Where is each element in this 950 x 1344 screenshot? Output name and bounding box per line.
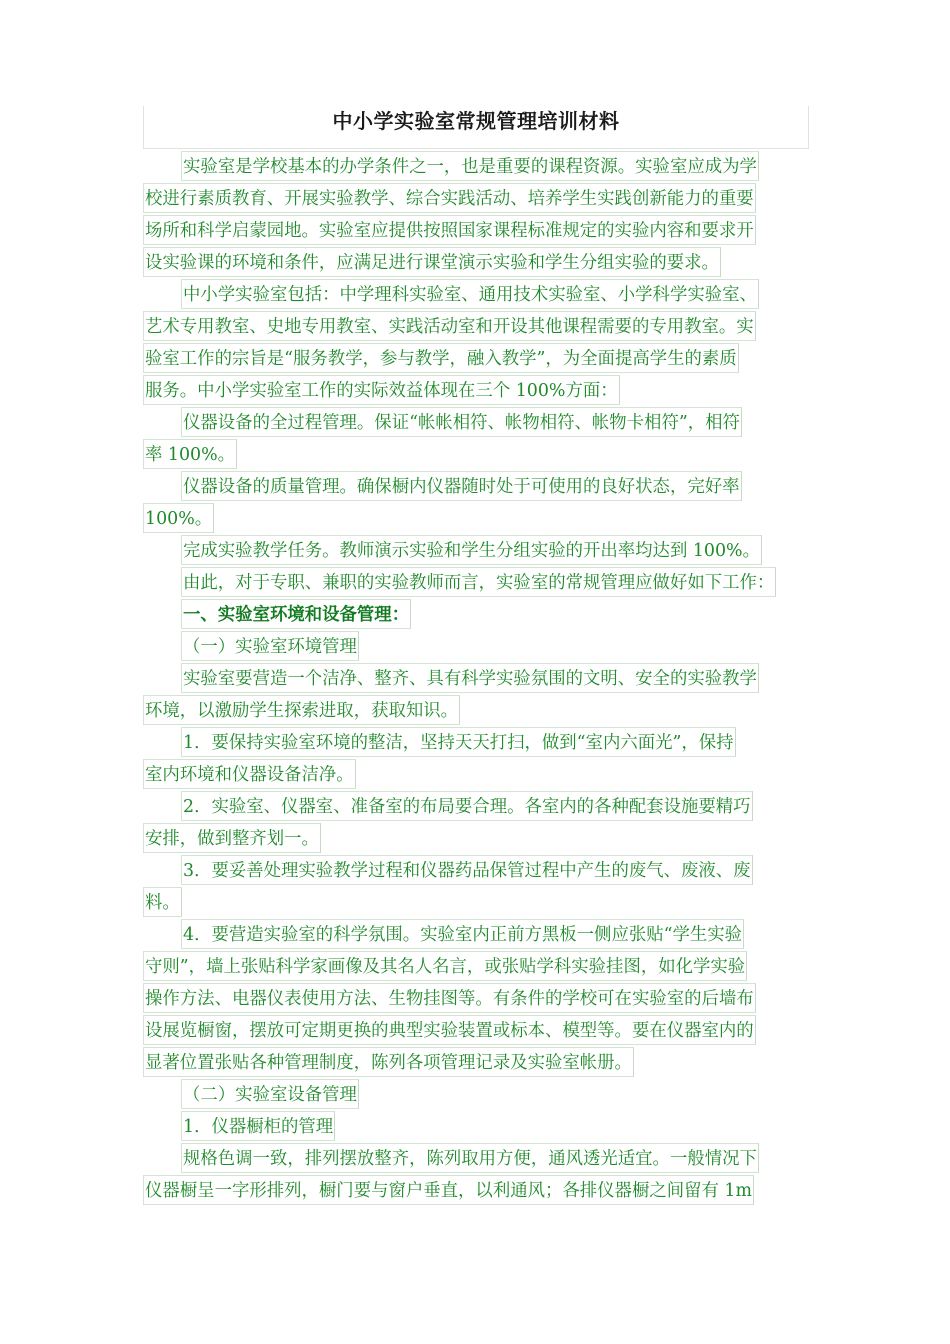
text-segment: 实验室是学校基本的办学条件之一，也是重要的课程资源。实验室应成为学 [181, 151, 759, 181]
text-line [143, 822, 823, 854]
text-segment: 1．仪器橱柜的管理 [181, 1111, 335, 1141]
text-line [143, 726, 823, 758]
text-segment: 100%。 [143, 503, 214, 533]
text-line [143, 950, 823, 982]
text-line [143, 854, 823, 886]
text-line [143, 694, 823, 726]
text-segment: 室内环境和仪器设备洁净。 [143, 759, 356, 789]
text-line [143, 438, 823, 470]
text-segment: 规格色调一致，排列摆放整齐，陈列取用方便，通风透光适宜。一般情况下 [181, 1143, 759, 1173]
text-segment: 艺术专用教室、史地专用教室、实践活动室和开设其他课程需要的专用教室。实 [143, 311, 756, 341]
text-line [143, 246, 823, 278]
text-line [143, 502, 823, 534]
text-line [143, 982, 823, 1014]
text-segment: 仪器橱呈一字形排列，橱门要与窗户垂直，以利通风；各排仪器橱之间留有 1m [143, 1175, 754, 1205]
text-line [143, 278, 823, 310]
text-segment: 显著位置张贴各种管理制度，陈列各项管理记录及实验室帐册。 [143, 1047, 634, 1077]
text-line [143, 566, 823, 598]
text-line [143, 470, 823, 502]
text-segment: 率 100%。 [143, 439, 237, 469]
text-segment: 2．实验室、仪器室、准备室的布局要合理。各室内的各种配套设施要精巧 [181, 791, 753, 821]
text-segment: 实验室要营造一个洁净、整齐、具有科学实验氛围的文明、安全的实验教学 [181, 663, 759, 693]
text-segment: 守则”，墙上张贴科学家画像及其名人名言，或张贴学科实验挂图，如化学实验 [143, 951, 747, 981]
text-line [143, 790, 823, 822]
text-line [143, 374, 823, 406]
text-segment: 1．要保持实验室环境的整洁，坚持天天打扫，做到“室内六面光”，保持 [181, 727, 736, 757]
text-segment: 4．要营造实验室的科学氛围。实验室内正前方黑板一侧应张贴“学生实验 [181, 919, 744, 949]
text-segment: 操作方法、电器仪表使用方法、生物挂图等。有条件的学校可在实验室的后墙布 [143, 983, 756, 1013]
text-line [143, 182, 823, 214]
section-heading: 一、实验室环境和设备管理： [181, 599, 411, 629]
text-segment: 服务。中小学实验室工作的实际效益体现在三个 100%方面： [143, 375, 620, 405]
text-line [143, 406, 823, 438]
text-line [143, 150, 823, 182]
document-title: 中小学实验室常规管理培训材料 [332, 109, 620, 133]
text-line [143, 1014, 823, 1046]
text-line [143, 886, 823, 918]
text-line [143, 342, 823, 374]
text-line [143, 310, 823, 342]
text-segment: 仪器设备的质量管理。确保橱内仪器随时处于可使用的良好状态，完好率 [181, 471, 742, 501]
text-line [143, 1174, 823, 1206]
text-segment: 校进行素质教育、开展实验教学、综合实践活动、培养学生实践创新能力的重要 [143, 183, 756, 213]
text-segment: 安排，做到整齐划一。 [143, 823, 321, 853]
text-segment: 场所和科学启蒙园地。实验室应提供按照国家课程标准规定的实验内容和要求开 [143, 215, 756, 245]
text-segment: 设展览橱窗，摆放可定期更换的典型实验装置或标本、模型等。要在仪器室内的 [143, 1015, 756, 1045]
text-line [143, 758, 823, 790]
text-line [143, 918, 823, 950]
text-segment: （一）实验室环境管理 [181, 631, 359, 661]
text-segment: 完成实验教学任务。教师演示实验和学生分组实验的开出率均达到 100%。 [181, 535, 762, 565]
text-segment: 3．要妥善处理实验教学过程和仪器药品保管过程中产生的废气、废液、废 [181, 855, 753, 885]
document-body [143, 150, 823, 1206]
text-segment: 设实验课的环境和条件，应满足进行课堂演示实验和学生分组实验的要求。 [143, 247, 721, 277]
text-line [143, 630, 823, 662]
text-segment: 仪器设备的全过程管理。保证“帐帐相符、帐物相符、帐物卡相符”，相符 [181, 407, 742, 437]
text-segment: 料。 [143, 887, 182, 917]
text-line [143, 1110, 823, 1142]
text-segment: 验室工作的宗旨是“服务教学，参与教学，融入教学”，为全面提高学生的素质 [143, 343, 739, 373]
text-line [143, 214, 823, 246]
text-segment: 环境，以激励学生探索进取，获取知识。 [143, 695, 460, 725]
text-line [143, 534, 823, 566]
text-line [143, 1142, 823, 1174]
text-segment: 中小学实验室包括：中学理科实验室、通用技术实验室、小学科学实验室、 [181, 279, 759, 309]
text-segment: 由此，对于专职、兼职的实验教师而言，实验室的常规管理应做好如下工作： [181, 567, 776, 597]
text-line [143, 598, 823, 630]
text-line [143, 1046, 823, 1078]
text-segment: （二）实验室设备管理 [181, 1079, 359, 1109]
text-line [143, 662, 823, 694]
text-line [143, 1078, 823, 1110]
